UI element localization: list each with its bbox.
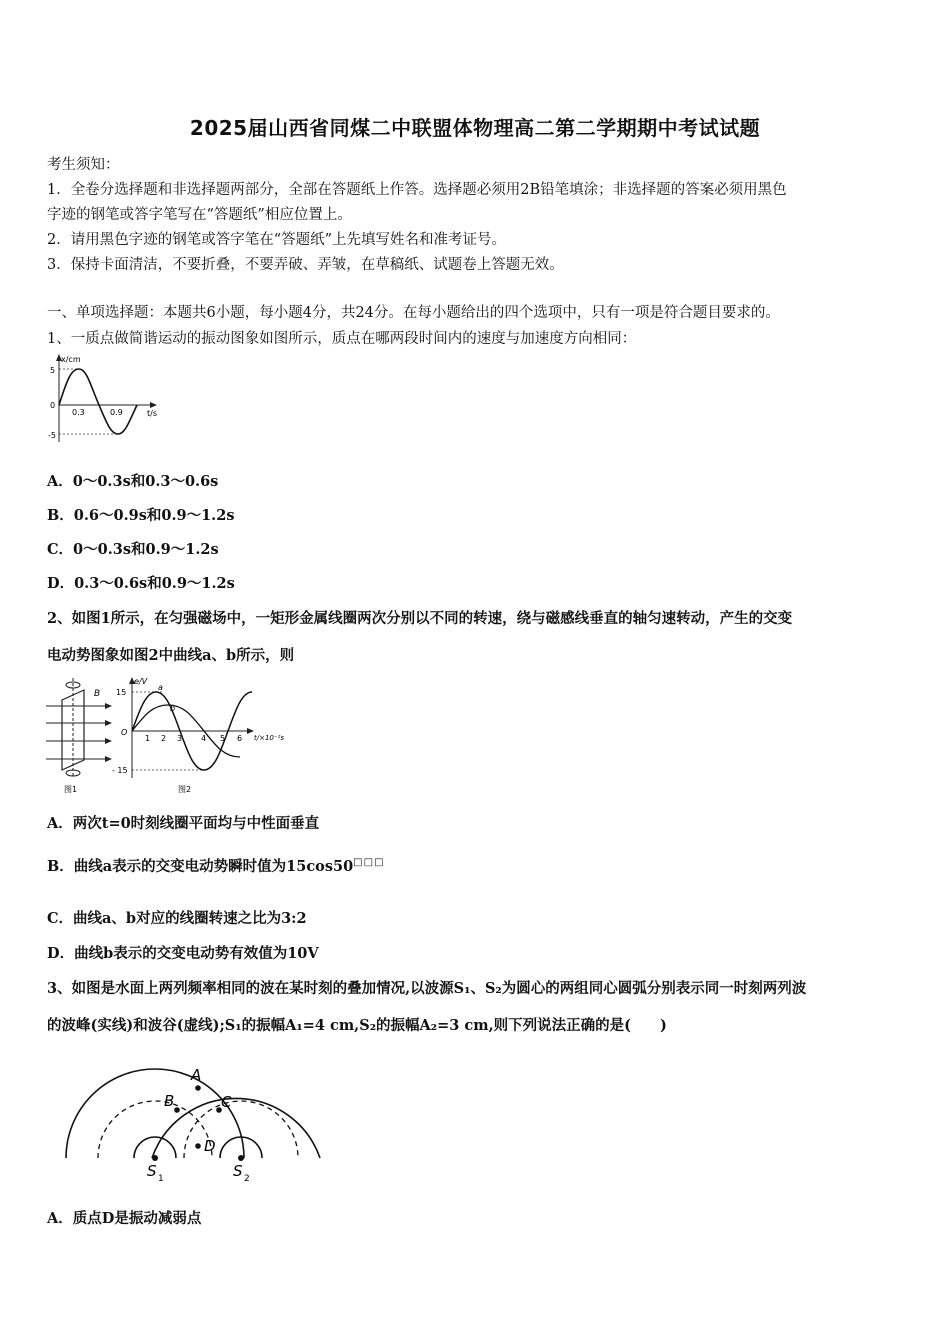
q2-emf-graph [112, 677, 284, 794]
question-1-stem: 1、一质点做简谐运动的振动图象如图所示，质点在哪两段时间内的速度与加速度方向相同： [47, 331, 637, 347]
q1-option-d[interactable]: D．0.3～0.6s和0.9～1.2s [47, 575, 235, 592]
q3-label-s1: S [147, 1162, 157, 1180]
q1-option-b[interactable]: B．0.6～0.9s和0.9～1.2s [47, 507, 235, 524]
notice-item-1: 1．全卷分选择题和非选择题两部分，全部在答题纸上作答。选择题必须用2B铅笔填涂；非选择题的答案必须用黑色 [47, 182, 787, 198]
q1-ylabel: x/cm [61, 355, 81, 364]
notice-item-2: 2．请用黑色字迹的钢笔或答字笔在“答题纸”上先填写姓名和准考证号。 [47, 232, 507, 248]
question-2-stem-cont: 电动势图象如图2中曲线a、b所示，则 [47, 647, 295, 664]
q1-option-c[interactable]: C．0～0.3s和0.9～1.2s [47, 541, 219, 558]
q2-caption-1: 图1 [64, 785, 78, 794]
q3-label-s1-sub: 1 [158, 1174, 164, 1184]
q2-option-a[interactable]: A．两次t=0时刻线圈平面均与中性面垂直 [47, 815, 320, 832]
q2-tick-5: 5 [220, 734, 226, 743]
q3-label-c: C [221, 1093, 232, 1111]
q3-label-b: B [164, 1092, 175, 1110]
q2-tick-6: 6 [237, 734, 243, 743]
page-title: 2025届山西省同煤二中联盟体物理高二第二学期期中考试试题 [189, 116, 761, 140]
q2-tick-3: 3 [177, 734, 183, 743]
q2-option-d[interactable]: D．曲线b表示的交变电动势有效值为10V [47, 945, 319, 962]
q1-vibration-graph [45, 352, 165, 444]
q2-y-pos: 15 [116, 688, 127, 697]
q1-tick-2: 0.9 [110, 408, 123, 417]
q1-xlabel: t/s [147, 409, 157, 418]
q3-point-a [195, 1085, 201, 1091]
q2-coil-figure [46, 678, 112, 794]
notice-item-1-cont: 字迹的钢笔或答字笔写在“答题纸”相应位置上。 [47, 207, 352, 223]
q2-option-b-text: B．曲线a表示的交变电动势瞬时值为15cos50 [47, 858, 354, 875]
q2-tick-4: 4 [201, 734, 207, 743]
q3-label-s2-sub: 2 [244, 1174, 250, 1184]
q2-option-c[interactable]: C．曲线a、b对应的线圈转速之比为3:2 [47, 910, 307, 927]
q2-y-neg: - 15 [112, 766, 128, 775]
q3-label-a: A [191, 1066, 202, 1084]
q1-option-a[interactable]: A．0～0.3s和0.3～0.6s [47, 473, 219, 490]
q2-label-a: a [158, 683, 163, 692]
q2-origin: O [121, 728, 128, 737]
question-3-stem-cont: 的波峰(实线)和波谷(虚线);S₁的振幅A₁=4 cm,S₂的振幅A₂=3 cm,则下列说法正确的是( ) [47, 1017, 667, 1034]
q1-y-pos: 5 [50, 366, 56, 375]
q1-y-neg: -5 [48, 431, 56, 440]
q2-tick-1: 1 [145, 734, 151, 743]
q2-tick-2: 2 [161, 734, 167, 743]
question-2-stem: 2、如图1所示，在匀强磁场中，一矩形金属线圈两次分别以不同的转速，绕与磁感线垂直的轴匀速转动，产生的交变 [47, 610, 793, 627]
notice-heading: 考生须知： [47, 157, 120, 173]
q3-source-s2 [238, 1155, 244, 1161]
q2-field-label: B [94, 689, 101, 699]
q2-xlabel: t/×10⁻²s [254, 734, 285, 742]
q3-point-b [174, 1107, 180, 1113]
q3-point-d [195, 1143, 201, 1149]
q3-label-d: D [204, 1137, 216, 1155]
section-heading: 一、单项选择题：本题共6小题，每小题4分，共24分。在每小题给出的四个选项中，只有一项是符合题目要求的。 [47, 305, 780, 321]
q1-sine-curve [59, 369, 137, 434]
q2-figures [42, 674, 292, 798]
q2-ylabel: e/V [134, 677, 148, 686]
q3-wave-interference-figure [58, 1060, 330, 1190]
q3-label-s2: S [233, 1162, 243, 1180]
q2-caption-2: 图2 [178, 785, 192, 794]
question-3-stem: 3、如图是水面上两列频率相同的波在某时刻的叠加情况,以波源S₁、S₂为圆心的两组同心圆弧分别表示同一时刻两列波 [47, 980, 807, 997]
notice-item-3: 3．保持卡面清洁，不要折叠，不要弄破、弄皱，在草稿纸、试题卷上答题无效。 [47, 257, 564, 273]
q2-option-b[interactable] [47, 855, 385, 876]
q1-y-zero: 0 [50, 401, 56, 410]
q2-option-b-missing-glyphs: □□□ [353, 857, 385, 869]
q1-tick-1: 0.3 [72, 408, 85, 417]
q3-source-s1 [152, 1155, 158, 1161]
q3-option-a[interactable]: A．质点D是振动减弱点 [47, 1210, 202, 1227]
q2-label-b: b [170, 704, 176, 713]
